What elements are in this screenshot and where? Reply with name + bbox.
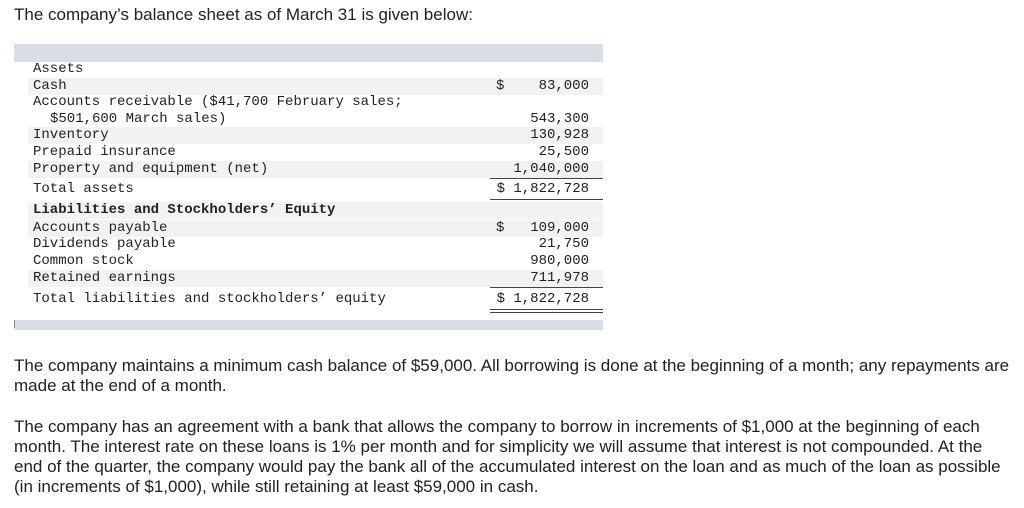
assets-header-row — [28, 61, 603, 78]
prepaid-label: Prepaid insurance — [33, 144, 176, 160]
inventory-row — [28, 127, 603, 144]
ap-value: 109,000 — [530, 220, 589, 236]
retained-earnings-row — [28, 270, 603, 287]
ppe-row — [28, 161, 603, 178]
total-assets-value: $ 1,822,728 — [496, 181, 589, 197]
total-le-label: Total liabilities and stockholders’ equity — [33, 291, 386, 307]
total-le-row — [28, 291, 603, 308]
ap-row — [28, 220, 603, 237]
table-footer-bar — [14, 320, 603, 330]
ar-row-line2 — [28, 111, 603, 128]
dividends-value: 21,750 — [538, 236, 589, 252]
subtotal-rule-2 — [490, 287, 603, 288]
ar-label-line1: Accounts receivable ($41,700 February sales; — [33, 94, 403, 110]
table-header-bar — [14, 44, 603, 62]
paragraph-borrowing-terms: The company has an agreement with a bank that allows the company to borrow in increments of $1,000 at the beginning of each month. The interest rate on these loans is 1% per month and for simplicity we will assume that interest is not compounded. At the end of the quarter, the company would pay the bank all of the accumulated interest on the loan and as much of the loan as possible (in increments of $1,000), while still retaining at least $59,000 in cash. — [14, 417, 1001, 496]
common-stock-label: Common stock — [33, 253, 134, 269]
paragraph-min-cash: The company maintains a minimum cash balance of $59,000. All borrowing is done at the beginning of a month; any repayments are made at the end of a month. — [14, 356, 1010, 395]
ppe-label: Property and equipment (net) — [33, 161, 269, 177]
total-assets-row — [28, 181, 603, 198]
common-stock-value: 980,000 — [530, 253, 589, 269]
double-rule-top — [490, 199, 603, 200]
total-le-value: $ 1,822,728 — [496, 291, 589, 307]
ap-label: Accounts payable — [33, 220, 168, 236]
dividends-row — [28, 236, 603, 253]
liab-header: Liabilities and Stockholders’ Equity — [33, 202, 336, 218]
cash-value: 83,000 — [538, 78, 589, 94]
prepaid-row — [28, 144, 603, 161]
cash-currency: $ — [496, 78, 505, 94]
liab-header-row — [28, 202, 603, 219]
ar-value: 543,300 — [530, 111, 589, 127]
total-assets-label: Total assets — [33, 181, 134, 197]
cash-label: Cash — [33, 78, 67, 94]
balance-sheet-table — [14, 44, 603, 330]
assets-header: Assets — [33, 61, 84, 77]
dividends-label: Dividends payable — [33, 236, 176, 252]
retained-earnings-value: 711,978 — [530, 270, 589, 286]
inventory-label: Inventory — [33, 127, 109, 143]
inventory-value: 130,928 — [530, 127, 589, 143]
retained-earnings-label: Retained earnings — [33, 270, 176, 286]
cash-row — [28, 78, 603, 95]
ap-currency: $ — [496, 220, 505, 236]
ar-row-line1 — [28, 94, 603, 111]
double-rule-bottom-2 — [490, 312, 603, 313]
ppe-value: 1,040,000 — [513, 161, 589, 177]
double-rule-top-2 — [490, 309, 603, 310]
prepaid-value: 25,500 — [538, 144, 589, 160]
intro-text: The company’s balance sheet as of March 31 is given below: — [14, 5, 473, 24]
ar-label-line2: $501,600 March sales) — [50, 111, 227, 127]
subtotal-rule — [490, 178, 603, 179]
common-stock-row — [28, 253, 603, 270]
